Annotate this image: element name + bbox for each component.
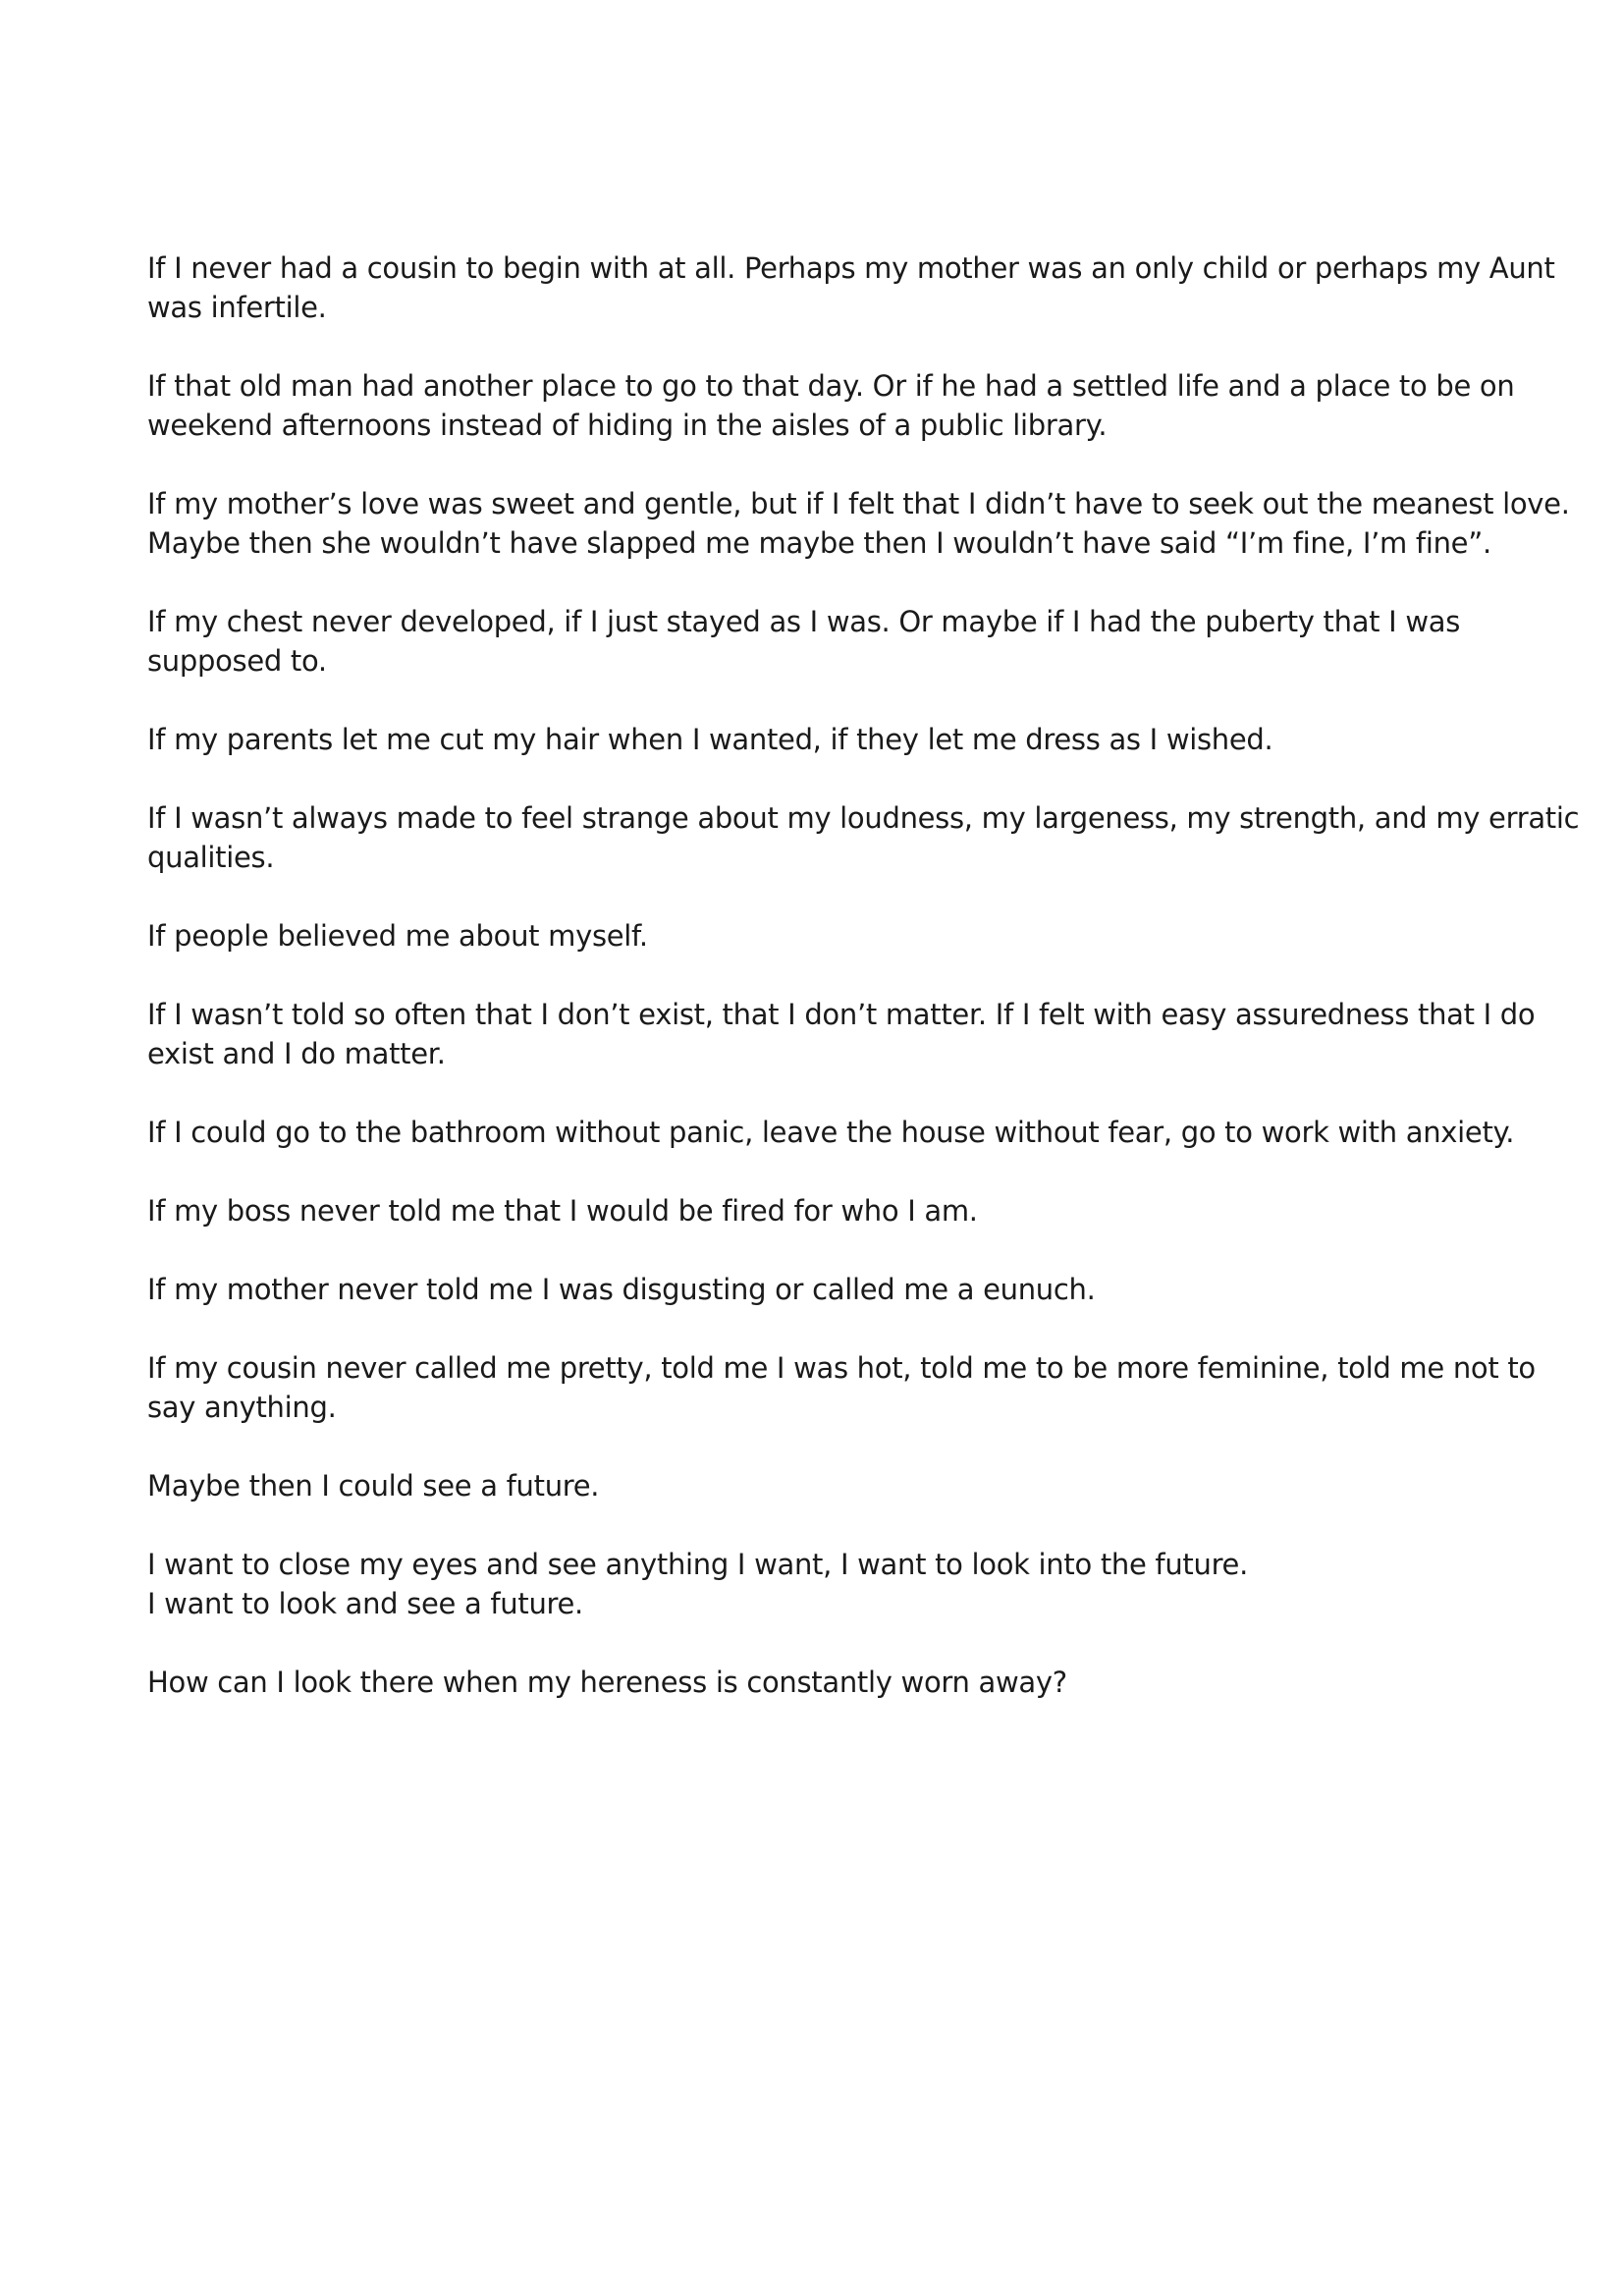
- paragraph-14: [147, 1545, 1522, 1623]
- paragraph-line: say anything.: [147, 1391, 337, 1424]
- paragraph-line: If I never had a cousin to begin with at all. Perhaps my mother was an only child or perhaps my Aunt: [147, 251, 1555, 285]
- paragraph-2: [147, 366, 1522, 445]
- paragraph-line: If my boss never told me that I would be fired for who I am.: [147, 1194, 978, 1228]
- paragraph-15: [147, 1663, 1522, 1702]
- paragraph-line: I want to close my eyes and see anything I want, I want to look into the future.: [147, 1548, 1249, 1581]
- paragraph-line: If I wasn’t always made to feel strange about my loudness, my largeness, my strength, and my erratic: [147, 801, 1580, 835]
- paragraph-5: [147, 720, 1522, 759]
- paragraph-line: If that old man had another place to go to that day. Or if he had a settled life and a place to be on: [147, 369, 1515, 403]
- paragraph-line: supposed to.: [147, 644, 327, 678]
- paragraph-line: qualities.: [147, 841, 275, 874]
- paragraph-line: If I wasn’t told so often that I don’t exist, that I don’t matter. If I felt with easy assuredness that I do: [147, 998, 1536, 1031]
- paragraph-11: [147, 1270, 1522, 1309]
- paragraph-line: If my mother’s love was sweet and gentle, but if I felt that I didn’t have to seek out the meanest love.: [147, 487, 1570, 520]
- paragraph-3: [147, 484, 1570, 563]
- paragraph-line: If people believed me about myself.: [147, 919, 648, 953]
- paragraph-line: If my mother never told me I was disgusting or called me a eunuch.: [147, 1273, 1096, 1306]
- paragraph-10: [147, 1191, 1522, 1230]
- paragraph-line: If my cousin never called me pretty, told me I was hot, told me to be more feminine, told me not to: [147, 1351, 1536, 1385]
- paragraph-8: [147, 995, 1536, 1073]
- paragraph-line: If my parents let me cut my hair when I wanted, if they let me dress as I wished.: [147, 723, 1273, 756]
- paragraph-line: weekend afternoons instead of hiding in the aisles of a public library.: [147, 409, 1108, 442]
- document-body: [147, 248, 1580, 1741]
- paragraph-line: If my chest never developed, if I just stayed as I was. Or maybe if I had the puberty that I was: [147, 605, 1461, 638]
- paragraph-line: exist and I do matter.: [147, 1037, 446, 1070]
- paragraph-line: was infertile.: [147, 291, 327, 324]
- paragraph-line: Maybe then I could see a future.: [147, 1469, 600, 1503]
- paragraph-13: [147, 1466, 1522, 1505]
- paragraph-7: [147, 916, 1522, 956]
- paragraph-6: [147, 798, 1580, 877]
- paragraph-line: If I could go to the bathroom without panic, leave the house without fear, go to work with anxiety.: [147, 1116, 1515, 1149]
- paragraph-9: [147, 1113, 1522, 1152]
- paragraph-line: How can I look there when my hereness is constantly worn away?: [147, 1666, 1067, 1699]
- paragraph-1: [147, 248, 1555, 327]
- paragraph-4: [147, 602, 1522, 681]
- paragraph-12: [147, 1348, 1536, 1427]
- paragraph-line: Maybe then she wouldn’t have slapped me maybe then I wouldn’t have said “I’m fine, I’m fine”.: [147, 526, 1491, 560]
- paragraph-line: I want to look and see a future.: [147, 1587, 583, 1620]
